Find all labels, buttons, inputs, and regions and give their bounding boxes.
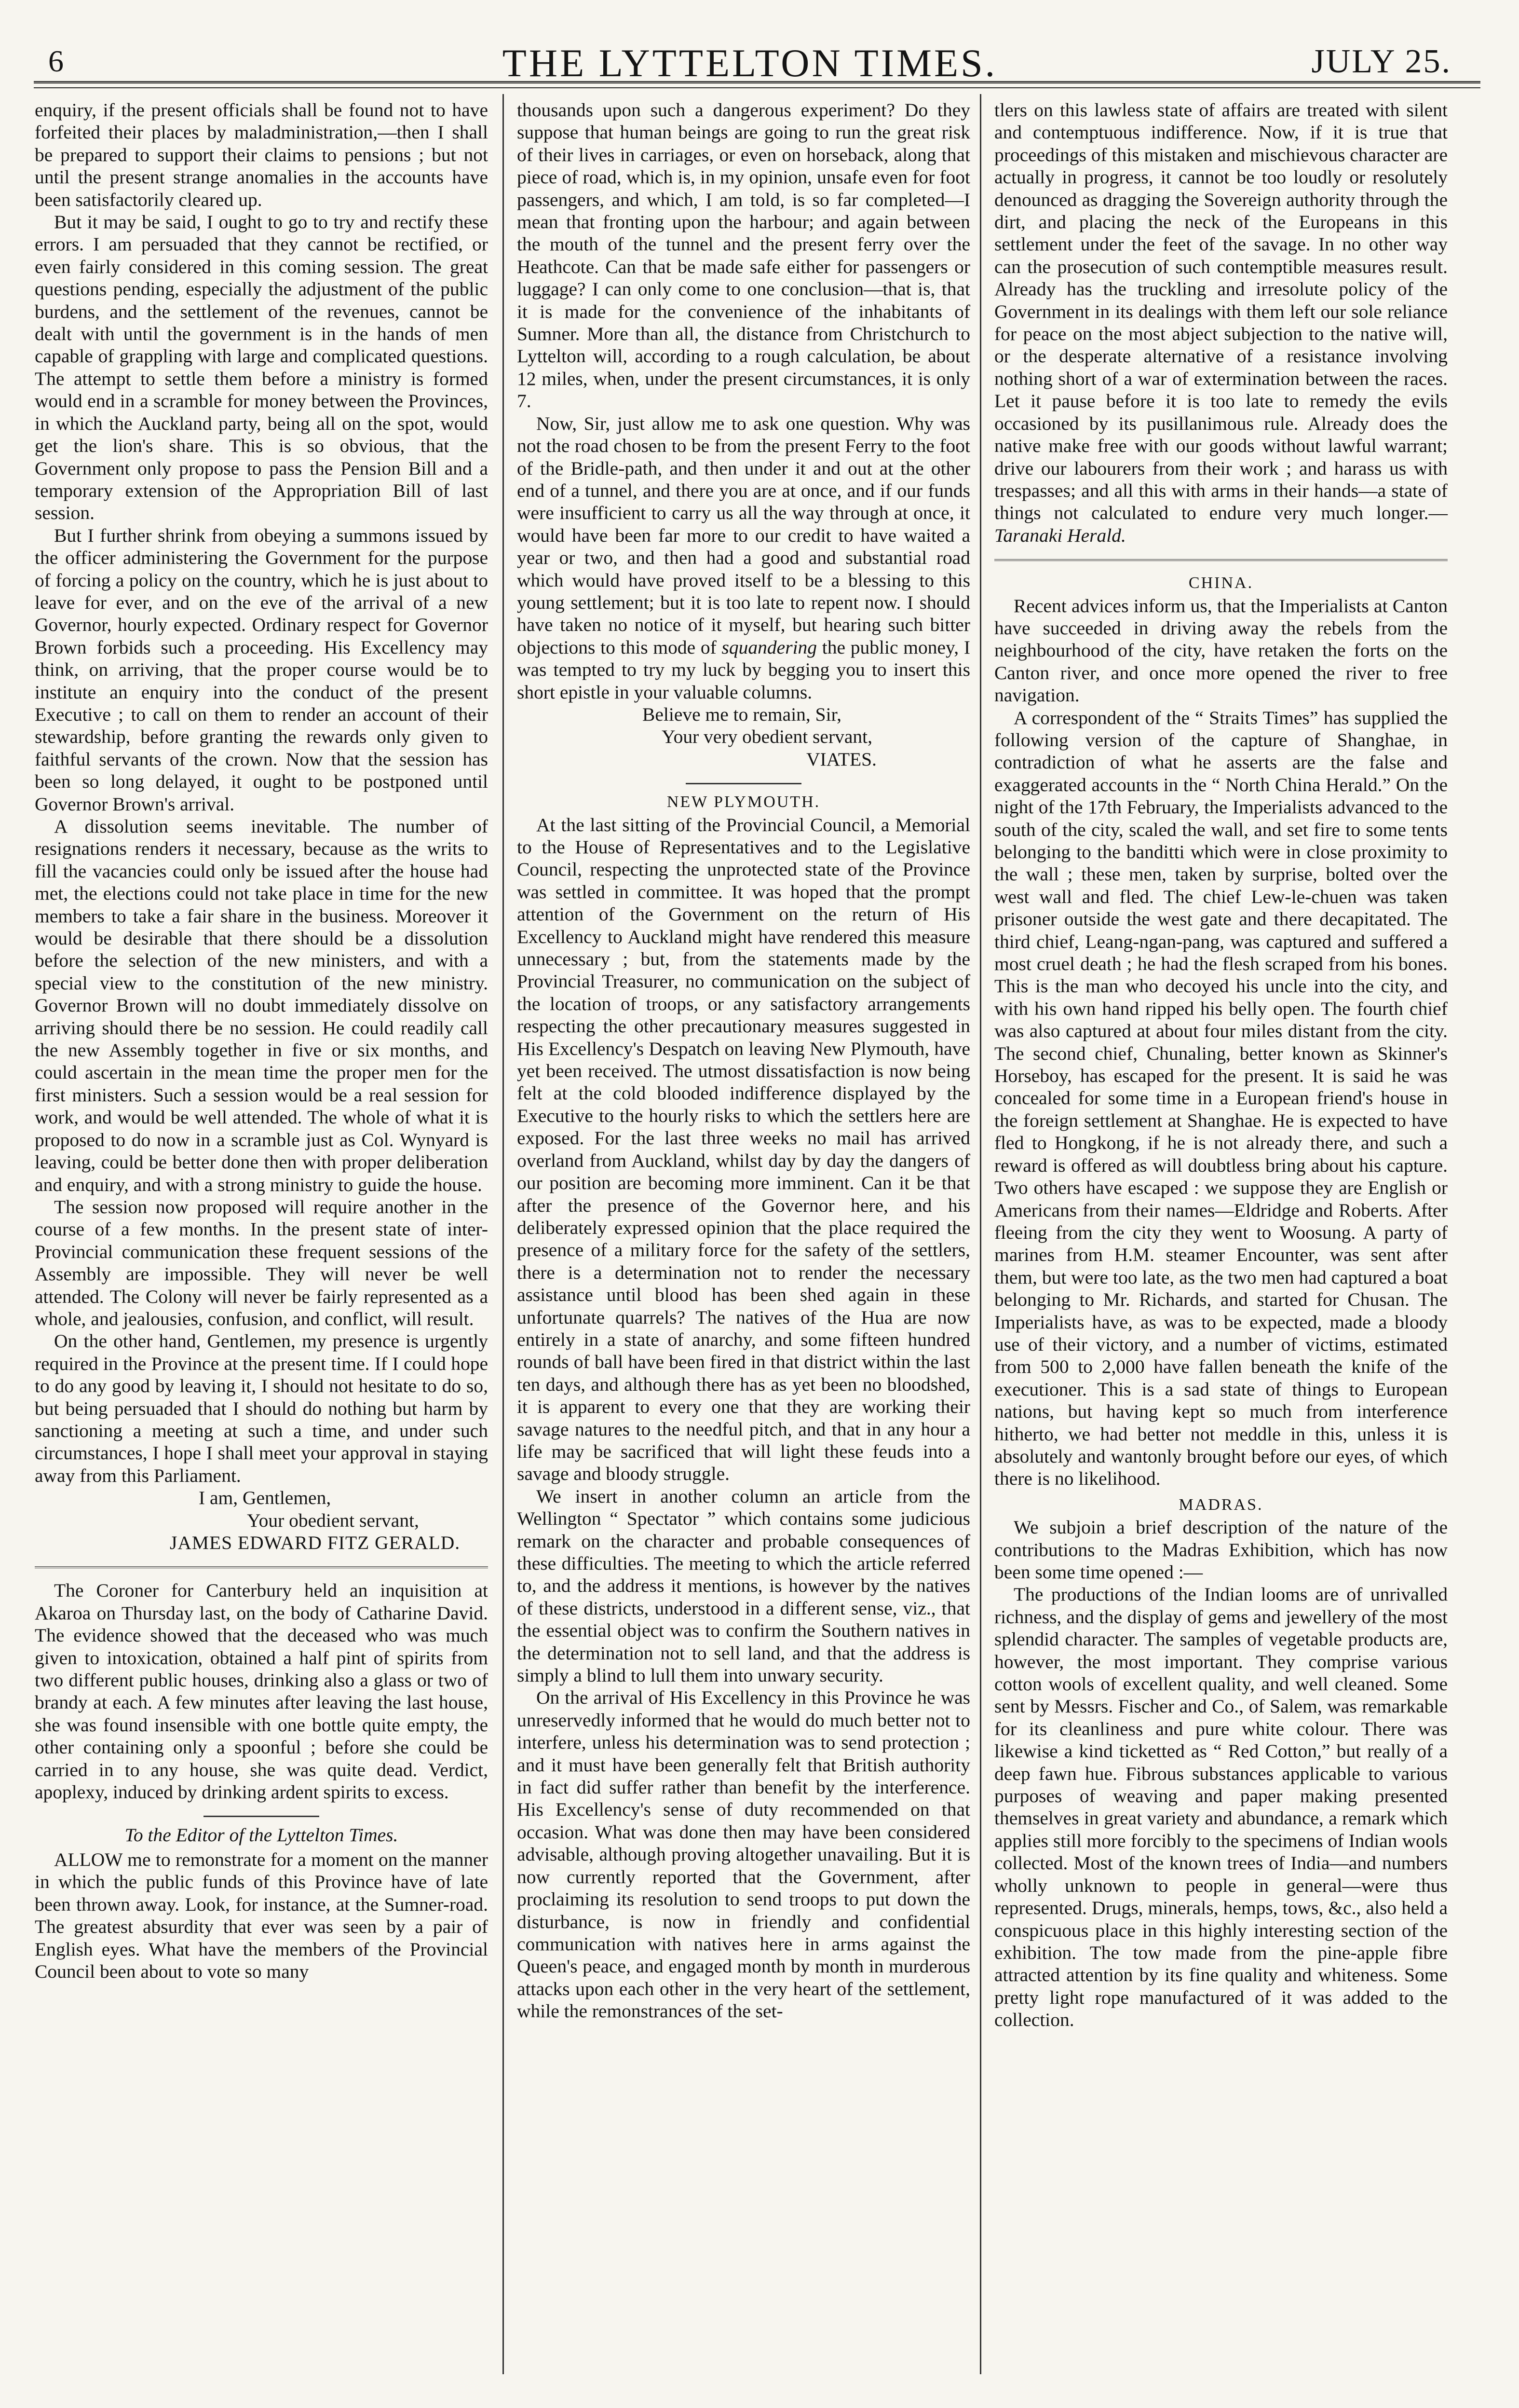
col2-paragraph bbox=[517, 412, 970, 703]
letter-closing: Believe me to remain, Sir, bbox=[642, 703, 842, 725]
masthead bbox=[29, 24, 1471, 87]
col1-paragraph: A dissolution seems inevitable. The number of resignations renders it necessary, because as the writs to fill the vacancies could only be issued after the house had met, the elections could not take place in time for the new members to take a fair share in the business. Moreover it would be desirable that there should be a dissolution before the selection of the new ministers, and with a special view to the constitution of the new ministry. Governor Brown will no doubt immediately dissolve on arriving should there be no session. He could readily call the new Assembly together in five or six months, and could ascertain in the mean time the proper men for the first ministers. Such a session would be a real session for work, and would be well attended. The whole of what it is proposed to do now in a scramble just as Col. Wynyard is leaving, could be better done then with proper deliberation and enquiry, and with a strong ministry to guide the house. bbox=[35, 816, 488, 1195]
col2-paragraph: thousands upon such a dangerous experiment? Do they suppose that human beings are going to run the great risk of their lives in carriages, or even on horseback, along that piece of road, which is, in my opinion, unsafe even for foot passengers, and which, I am told, is so far completed—I mean that fronting upon the harbour; and again between the mouth of the tunnel and the present ferry over the Heathcote. Can that be made safe either for passengers or luggage? I can only come to one conclusion—that is, that it is made for the convenience of the inhabitants of Sumner. More than all, the distance from Christchurch to Lyttelton will, according to a rough calculation, be about 12 miles, when, under the present circumstances, it is only 7. bbox=[517, 99, 970, 412]
col3-paragraph: Recent advices inform us, that the Imperialists at Canton have succeeded in driving away the rebels from the neighbourhood of the city, have retaken the forts on the Canton river, and once more opened the river to free navigation. bbox=[994, 595, 1448, 706]
section-heading: NEW PLYMOUTH. bbox=[666, 793, 821, 811]
col2-paragraph: At the last sitting of the Provincial Council, a Memorial to the House of Representatives and to the Legislative Council, respecting the unprotected state of the Province was settled in committee. It was hoped that the prompt attention of the Government on the return of His Excellency to Auckland might have rendered this measure unnecessary ; but, from the statements made by the Provincial Treasurer, no communication on the subject of the location of troops, or any satisfactory arrangements respecting the other precautionary measures suggested in His Excellency's Despatch on leaving New Plymouth, have yet been received. The utmost dissatisfaction is now being felt at the cold blooded indifference displayed by the Executive to the hourly risks to which the settlers here are exposed. For the last three weeks no mail has arrived overland from Auckland, whilst day by day the dangers of our position are becoming more imminent. Can it be that after the presence of the Governor here, and his deliberately expressed opinion that the place required the presence of a military force for the safety of the settlers, there is a determination not to render the necessary assistance until blood has been shed again in these unfortunate quarrels? The natives of the Hua are now entirely in a state of anarchy, and some fifteen hundred rounds of ball have been fired in that district within the last ten days, and although there has as yet been no bloodshed, it is apparent to every one that they are working their savage natures to the needful pitch, and that in any hour a life may be sacrificed that will light these feuds into a savage and bloody struggle. bbox=[517, 814, 970, 1485]
letter-closing: Your obedient servant, bbox=[247, 1509, 419, 1531]
paragraph-text: tlers on this lawless state of affairs are treated with silent and contemptuous indifference. Now, if it is true that proceedings of this mistaken and mischievous character are actually in progress, it cannot be too loudly or resolutely denounced as dragging the Sovereign authority through the dirt, and placing the neck of the Europeans in this settlement under the feet of the savage. In no other way can the prosecution of such contemptible measures result. Already has the truckling and irresolute policy of the Government in its dealings with them left our sole reliance for peace on the most abject subjection to the native will, or the desperate alternative of a resistance involving nothing short of a war of extermination between the races. Let it pause before it is too late to remedy the evils occasioned by its pusillanimous rule. Already does the native make free with our goods without lawful warrant; drive our labourers from their work ; and harass us with trespasses; and all this with arms in their hands—a state of things not calculated to endure very much longer.— bbox=[994, 99, 1448, 524]
letter-closing: I am, Gentlemen, bbox=[199, 1487, 331, 1509]
col3-paragraph: The productions of the Indian looms are of unrivalled richness, and the display of gems and jewellery of the most splendid character. The samples of vegetable products are, however, the most important. They comprise various cotton wools of excellent quality, and well cleaned. Some sent by Messrs. Fischer and Co., of Salem, was remarkable for its cleanliness and pure white colour. There was likewise a kind ticketted as “ Red Cotton,” but really of a deep fawn hue. Fibrous substances applicable to various purposes of weaving and paper making presented themselves in great variety and abundance, a remark which applies still more forcibly to the specimens of Indian wools collected. Most of the known trees of India—and numbers wholly unknown to people in general—were thus represented. Drugs, minerals, hemps, tows, &c., also held a conspicuous place in this highly interesting section of the exhibition. The tow made from the pine-apple fibre attracted attention by its fine quality and whiteness. Some pretty light rope manufactured of it was added to the collection. bbox=[994, 1584, 1448, 2031]
column-rule-1 bbox=[502, 94, 504, 2374]
emphasis-text: squandering bbox=[721, 636, 817, 658]
short-rule bbox=[203, 1816, 319, 1817]
letter-signature: VIATES. bbox=[806, 748, 877, 770]
letter-heading: To the Editor of the Lyttelton Times. bbox=[124, 1824, 398, 1846]
col3-paragraph: We subjoin a brief description of the nature of the contributions to the Madras Exhibition, which has now been some time opened :— bbox=[994, 1517, 1448, 1583]
col3-paragraph: A correspondent of the “ Straits Times” has supplied the following version of the capture of Shanghae, in contradiction of what he asserts are the false and exaggerated accounts in the “ North China Herald.” On the night of the 17th February, the Imperialists advanced to the south of the city, scaled the wall, and set fire to some tents belonging to the banditti which were in close proximity to the wall ; these men, taken by surprise, bolted over the west wall and fled. The chief Lew-le-chuen was taken prisoner outside the west gate and there decapitated. The third chief, Leang-ngan-pang, was captured and suffered a most cruel death ; he had the flesh scraped from his bones. This is the man who decoyed his uncle into the city, and with his own hand ripped his belly open. The fourth chief was also captured at about four miles distant from the city. The second chief, Chunaling, better known as Skinner's Horseboy, has escaped for the present. It is said he was concealed for some time in a European friend's house in the foreign settlement at Shanghae. He is expected to have fled to Hongkong, if he is not already there, and such a reward is offered as will doubtless bring about his capture. Two others have escaped : we suppose they are English or Americans from their names—Eldridge and Roberts. After fleeing from the city they went to Woosung. A party of marines from H.M. steamer Encounter, was sent after them, but were too late, as the two men had captured a boat belonging to Mr. Richards, and started for Chusan. The Imperialists have, as was to be expected, made a bloody use of their victory, and a number of victims, estimated from 500 to 2,000 have fallen beneath the knife of the executioner. This is a sad state of things to European nations, but having kept so much from interference hitherto, we had better not meddle in this, unless it is absolutely and wantonly brought before our eyes, of which there is no likelihood. bbox=[994, 707, 1448, 1490]
col3-paragraph bbox=[994, 99, 1448, 547]
newspaper-title: THE LYTTELTON TIMES. bbox=[502, 41, 998, 85]
section-heading: CHINA. bbox=[1188, 574, 1254, 592]
issue-date: JULY 25. bbox=[1311, 43, 1451, 80]
letter-signature: JAMES EDWARD FITZ GERALD. bbox=[170, 1532, 461, 1553]
column-3 bbox=[994, 99, 1448, 2031]
paragraph-text: Now, Sir, just allow me to ask one question. Why was not the road chosen to be from the present Ferry to the foot of the Bridle-path, and then under it and out at the other end of a tunnel, and there you are at once, and if our funds were insufficient to carry us all the way through at once, it would have been far more to our credit to have waited a year or two, and then had a good and substantial road which would have proved itself to be a blessing to this young settlement; but it is too late to repent now. I should have taken no notice of it myself, but hearing such bitter objections to this mode of bbox=[517, 412, 970, 658]
column-2 bbox=[517, 99, 970, 2023]
paragraph-text: the public money, I was tempted to try my luck by begging you to insert this short epistle in your valuable columns. bbox=[517, 636, 970, 703]
col1-paragraph: But I further shrink from obeying a summons issued by the officer administering the Government for the purpose of forcing a policy on the country, which he is just about to leave for ever, and on the eve of the arrival of a new Governor, hourly expected. Ordinary respect for Governor Brown forbids such a proceeding. His Excellency may think, on arriving, that the proper course would be to institute an enquiry into the conduct of the present Executive ; to call on them to render an account of their stewardship, before granting the rewards only given to faithful servants of the crown. Now that the session has been so long delayed, it ought to be postponed until Governor Brown's arrival. bbox=[35, 524, 488, 815]
section-heading: MADRAS. bbox=[1179, 1495, 1263, 1514]
letter-closing: Your very obedient servant, bbox=[662, 726, 872, 748]
source-credit: Taranaki Herald. bbox=[994, 524, 1126, 546]
col1-paragraph: But it may be said, I ought to go to try and rectify these errors. I am persuaded that they cannot be rectified, or even fairly considered in this coming session. The great questions pending, especially the adjustment of the public burdens, and the settlement of the revenues, cannot be dealt with until the government is in the hands of men capable of grappling with large and complicated questions. The attempt to settle them before a ministry is formed would end in a scramble for money between the Provinces, in which the Auckland party, being all on the spot, would get the lion's share. This is so obvious, that the Government only propose to pass the Pension Bill and a temporary extension of the Appropriation Bill of last session. bbox=[35, 211, 488, 524]
col2-paragraph: On the arrival of His Excellency in this Province he was unreservedly informed that he would do much better not to interfere, unless his determination was to send protection ; and it must have been generally felt that British authority in fact did suffer rather than benefit by the interference. His Excellency's sense of duty recommended on that occasion. What was done then may have been considered advisable, although proving altogether unavailing. But it is now currently reported that the Government, after proclaiming its resolution to send troops to put down the disturbance, is now in friendly and confidential communication with natives here in arms against the Queen's peace, and engaged month by month in murderous attacks upon each other in the very heart of the settlement, while the remonstrances of the set- bbox=[517, 1687, 970, 2022]
col1-paragraph: ALLOW me to remonstrate for a moment on the manner in which the public funds of this Province have of late been thrown away. Look, for instance, at the Sumner-road. The greatest absurdity that ever was seen by a pair of English eyes. What have the members of the Provincial Council been about to vote so many bbox=[35, 1848, 488, 1982]
column-1 bbox=[35, 99, 488, 1983]
col1-paragraph: On the other hand, Gentlemen, my presence is urgently required in the Province at the present time. If I could hope to do any good by leaving it, I should not hesitate to do so, but being persuaded that I should do nothing but harm by sanctioning a meeting at such a time, and under such circumstances, I hope I shall meet your approval in staying away from this Parliament. bbox=[35, 1330, 488, 1486]
page-number: 6 bbox=[48, 44, 64, 78]
masthead-rule bbox=[34, 81, 1480, 88]
column-rule-2 bbox=[980, 94, 981, 2374]
col2-paragraph: We insert in another column an article from the Wellington “ Spectator ” which contains some judicious remark on the character and probable consequences of these difficulties. The meeting to which the article referred to, and the address it mentions, is however by the natives of these districts, understood in a different sense, viz., that the essential object was to confirm the Southern natives in the determination not to sell land, and that the address is simply a blind to lull them into unwary security. bbox=[517, 1485, 970, 1686]
article-separator bbox=[994, 559, 1448, 562]
article-separator bbox=[35, 1566, 488, 1570]
short-rule bbox=[686, 783, 801, 784]
col1-paragraph: enquiry, if the present officials shall be found not to have forfeited their places by maladministration,—then I shall be prepared to support their claims to pensions ; but not until the present strange anomalies in the accounts have been satisfactorily cleared up. bbox=[35, 99, 488, 210]
col1-paragraph: The session now proposed will require another in the course of a few months. In the present state of inter-Provincial communication these frequent sessions of the Assembly are impossible. They will never be well attended. The Colony will never be fairly represented as a whole, and jealousies, confusion, and conflict, will result. bbox=[35, 1196, 488, 1329]
coroner-paragraph: The Coroner for Canterbury held an inquisition at Akaroa on Thursday last, on the body of Catharine David. The evidence showed that the deceased who was much given to intoxication, obtained a half pint of spirits from two different public houses, drinking also a glass or two of brandy at each. A few minutes after leaving the last house, she was found insensible with one bottle quite empty, the other containing only a spoonful ; before she could be carried in to any house, she was quite dead. Verdict, apoplexy, induced by drinking ardent spirits to excess. bbox=[35, 1580, 488, 1803]
